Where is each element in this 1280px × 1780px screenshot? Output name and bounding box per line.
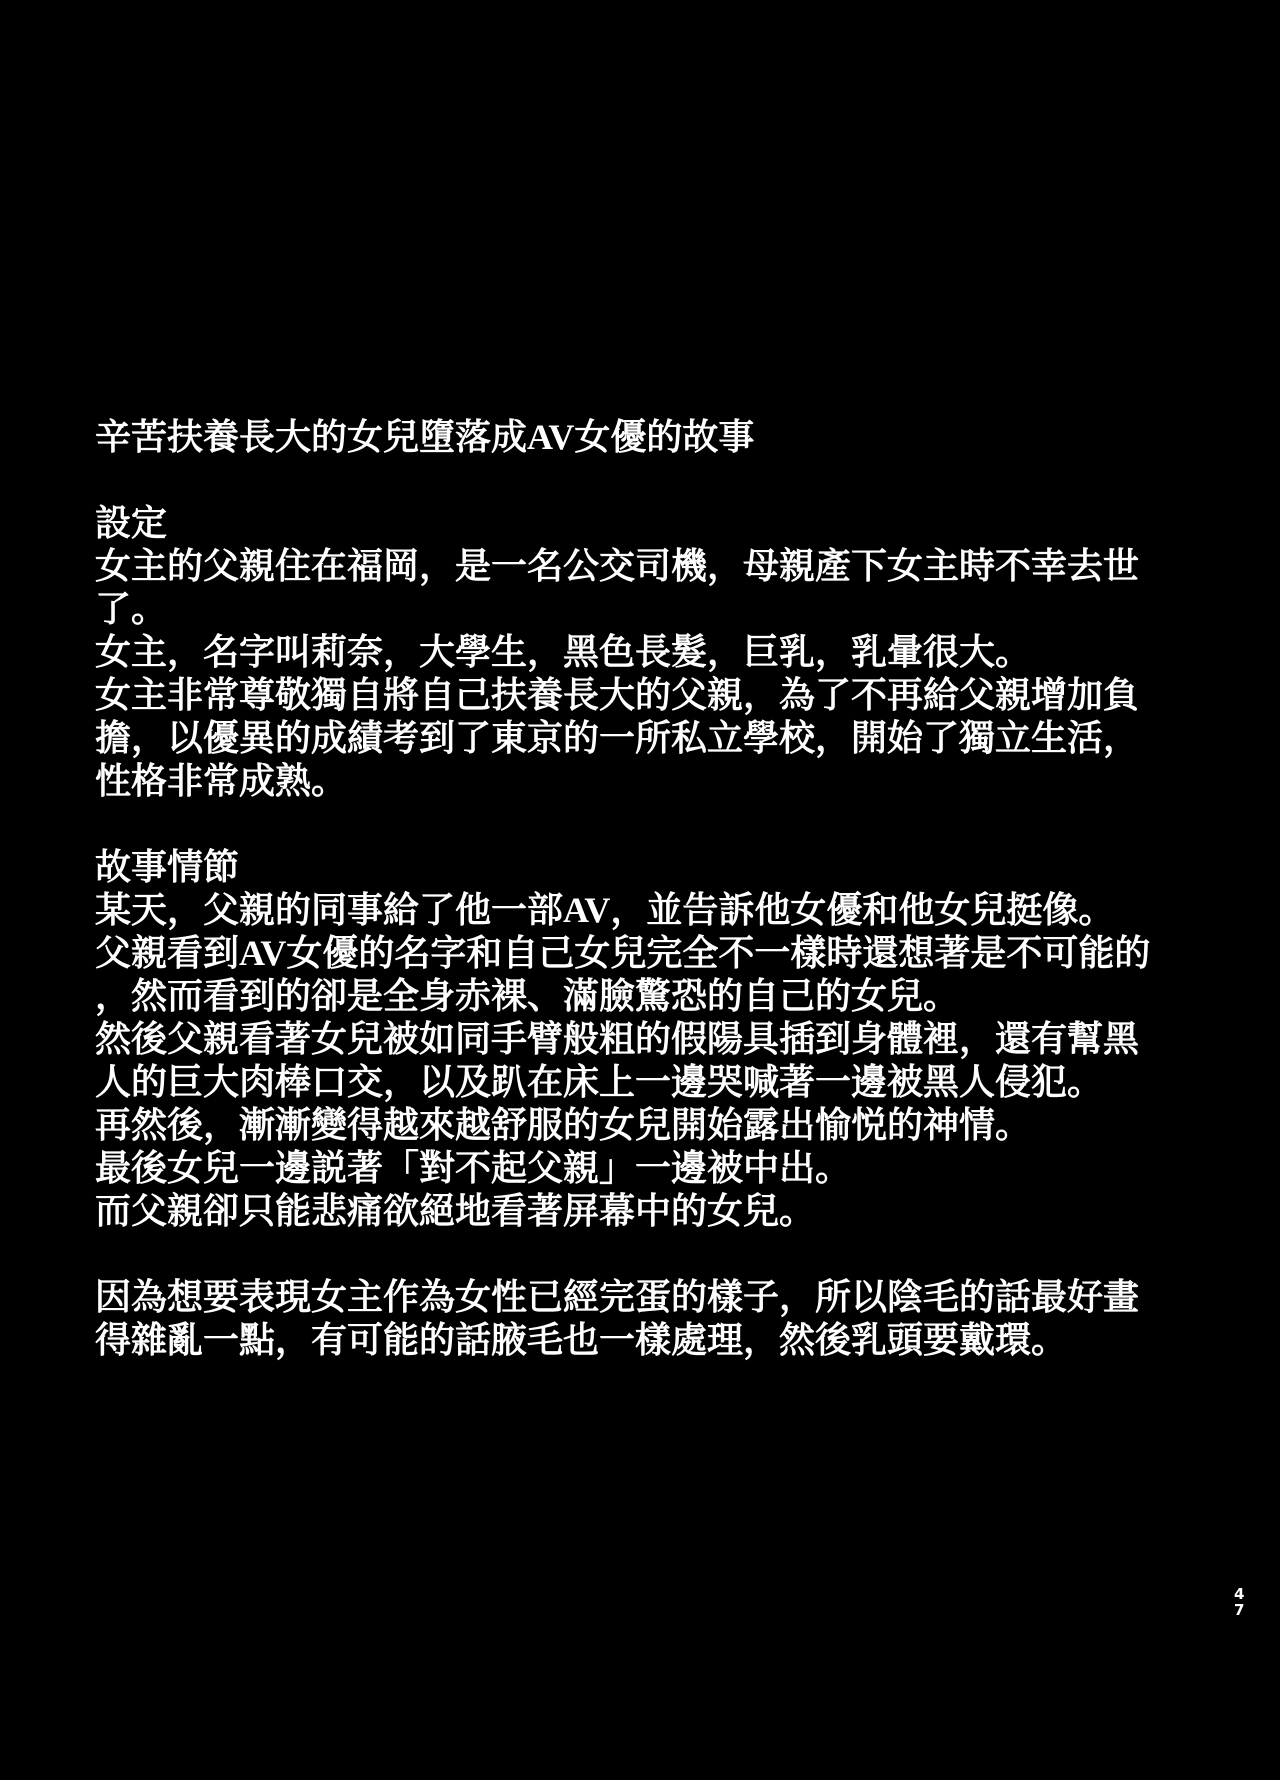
text-line: 因為想要表現女主作為女性已經完蛋的樣子，所以陰毛的話最好畫: [95, 1277, 1140, 1317]
text-line: 某天，父親的同事給了他一部AV，並告訴他女優和他女兒挺像。: [95, 890, 1115, 930]
section-heading-setting: 設定: [95, 503, 168, 543]
text-line: 父親看到AV女優的名字和自己女兒完全不一樣時還想著是不可能的: [95, 933, 1151, 973]
text-line: 女主的父親住在福岡，是一名公交司機，母親產下女主時不幸去世: [95, 546, 1140, 586]
story-text-page: [95, 416, 1160, 1362]
text-line: 性格非常成熟。: [95, 761, 348, 801]
blank-line: [95, 1233, 1160, 1276]
blank-line: [95, 459, 1160, 502]
page-number-digit-bottom: 7: [1234, 1601, 1245, 1619]
text-line: 了。: [95, 589, 168, 629]
story-title: 辛苦扶養長大的女兒墮落成AV女優的故事: [95, 417, 755, 457]
text-line: 再然後，漸漸變得越來越舒服的女兒開始露出愉悦的神情。: [95, 1105, 1032, 1145]
text-line: 而父親卻只能悲痛欲絕地看著屏幕中的女兒。: [95, 1191, 816, 1231]
page-number-digit-top: 4: [1234, 1585, 1245, 1603]
text-line: 最後女兒一邊説著「對不起父親」一邊被中出。: [95, 1148, 852, 1188]
text-line: 得雜亂一點，有可能的話腋毛也一樣處理，然後乳頭要戴環。: [95, 1320, 1068, 1360]
page-number: [1234, 1586, 1244, 1618]
text-line: 女主，名字叫莉奈，大學生，黑色長髮，巨乳，乳暈很大。: [95, 632, 1032, 672]
text-line: 女主非常尊敬獨自將自己扶養長大的父親，為了不再給父親增加負: [95, 675, 1140, 715]
blank-line: [95, 803, 1160, 846]
text-line: ，然而看到的卻是全身赤裸、滿臉驚恐的自己的女兒。: [95, 976, 960, 1016]
section-heading-plot: 故事情節: [95, 847, 240, 887]
text-line: 人的巨大肉棒口交，以及趴在床上一邊哭喊著一邊被黑人侵犯。: [95, 1062, 1104, 1102]
text-line: 擔，以優異的成績考到了東京的一所私立學校，開始了獨立生活，: [95, 718, 1140, 758]
text-line: 然後父親看著女兒被如同手臂般粗的假陽具插到身體裡，還有幫黑: [95, 1019, 1140, 1059]
